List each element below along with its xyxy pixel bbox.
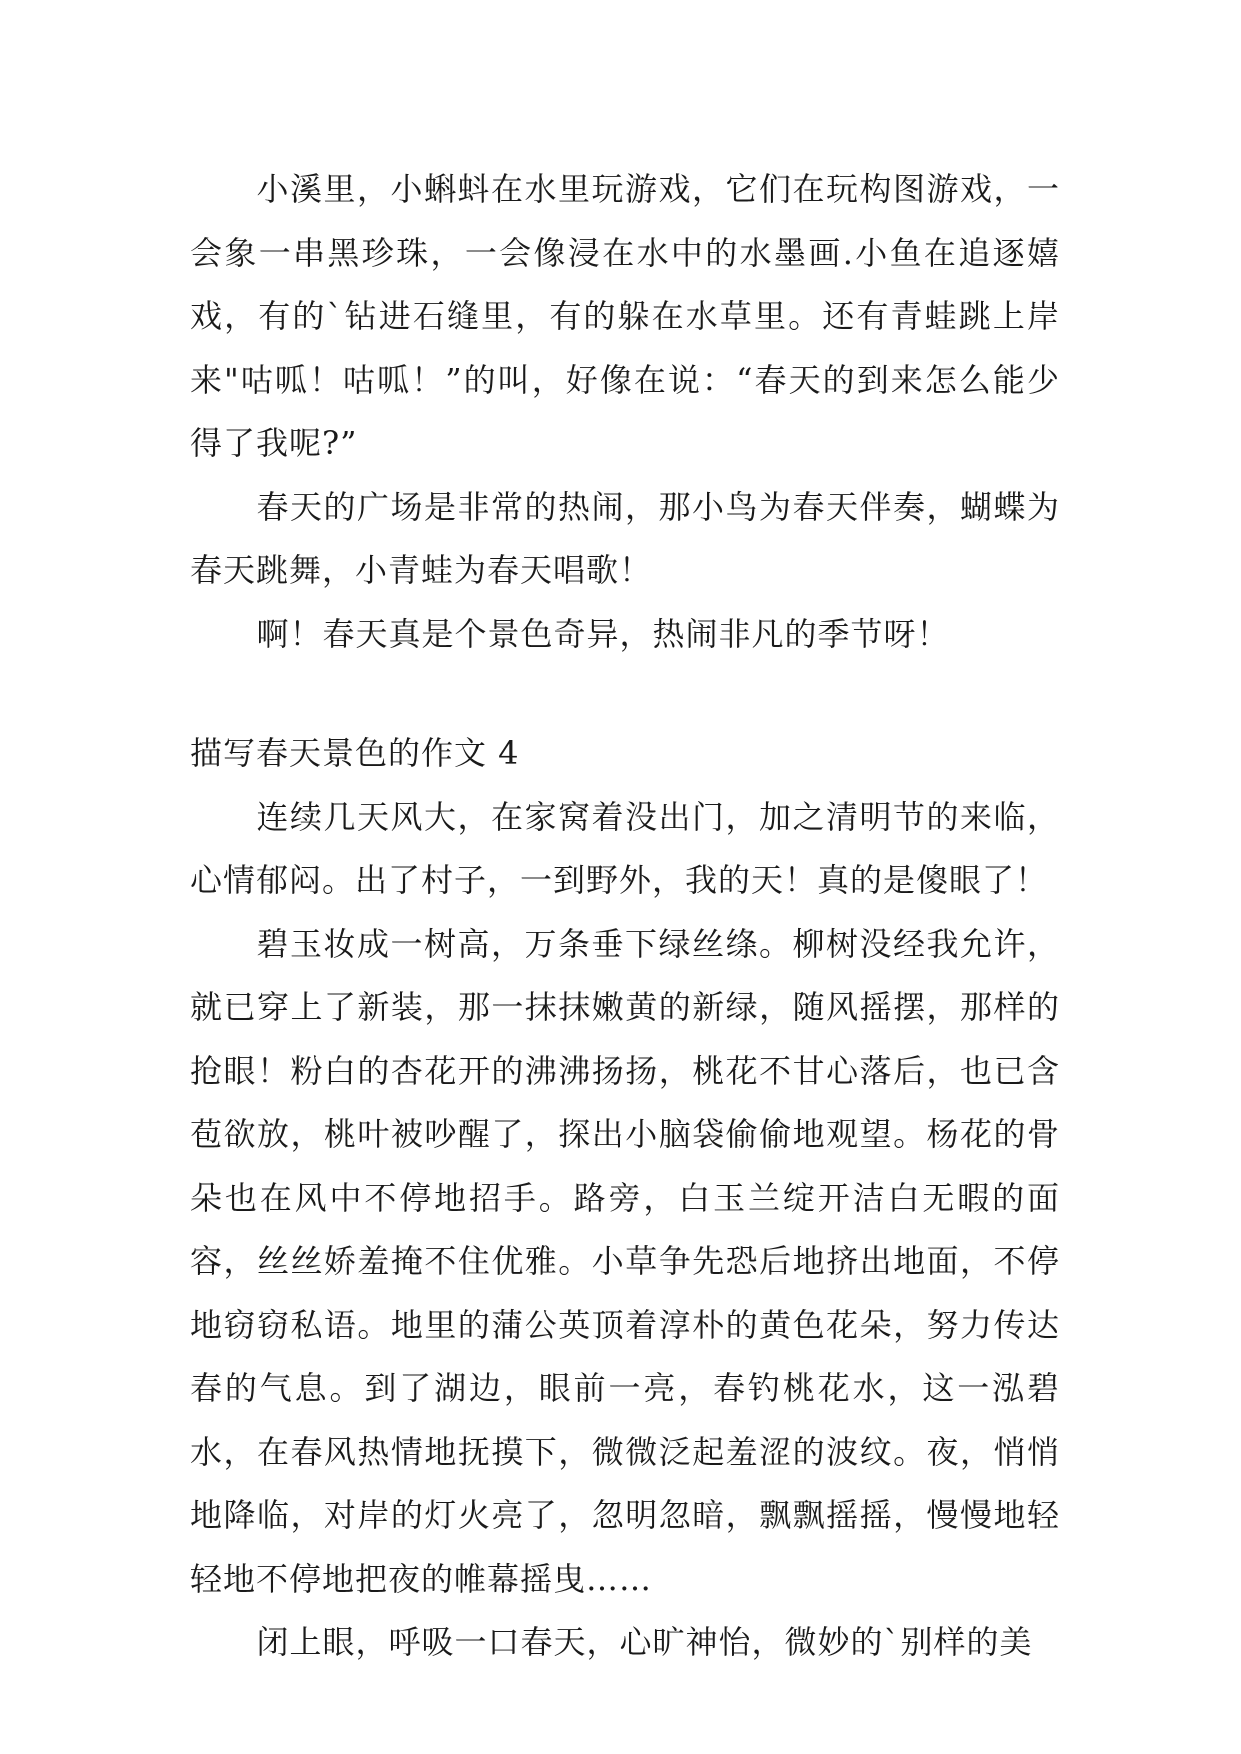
essay-heading: 描写春天景色的作文 4 <box>190 734 520 772</box>
paragraph-square: 春天的广场是非常的热闹，那小鸟为春天伴奏，蝴蝶为春天跳舞，小青蛙为春天唱歌！ <box>190 487 1060 589</box>
paragraph-intro: 连续几天风大，在家窝着没出门，加之清明节的来临，心情郁闷。出了村子，一到野外，我的天！真的是傻眼了！ <box>190 797 1060 899</box>
paragraph-exclamation: 啊！春天真是个景色奇异，热闹非凡的季节呀！ <box>256 614 950 653</box>
document-body <box>190 158 1060 1675</box>
paragraph-scenery: 碧玉妆成一树高，万条垂下绿丝绦。柳树没经我允许，就已穿上了新装，那一抹抹嫩黄的新绿，随风摇摆，那样的抢眼！粉白的杏花开的沸沸扬扬，桃花不甘心落后，也已含苞欲放，桃叶被吵醒了，探出小脑袋偷偷地观望。杨花的骨朵也在风中不停地招手。路旁，白玉兰绽开洁白无暇的面容，丝丝娇羞掩不住优雅。小草争先恐后地挤出地面，不停地窃窃私语。地里的蒲公英顶着淳朴的黄色花朵，努力传达春的气息。到了湖边，眼前一亮，春钓桃花水，这一泓碧水，在春风热情地抚摸下，微微泛起羞涩的波纹。夜，悄悄地降临，对岸的灯火亮了，忽明忽暗，飘飘摇摇，慢慢地轻轻地不停地把夜的帷幕摇曳…… <box>190 924 1060 1598</box>
paragraph-stream: 小溪里，小蝌蚪在水里玩游戏，它们在玩构图游戏，一会象一串黑珍珠，一会像浸在水中的水墨画.小鱼在追逐嬉戏，有的`钻进石缝里，有的躲在水草里。还有青蛙跳上岸来"咕呱！咕呱！”的叫，好像在说：“春天的到来怎么能少得了我呢?” <box>190 170 1060 462</box>
paragraph-closing: 闭上眼，呼吸一口春天，心旷神怡，微妙的`别样的美 <box>256 1623 1033 1661</box>
